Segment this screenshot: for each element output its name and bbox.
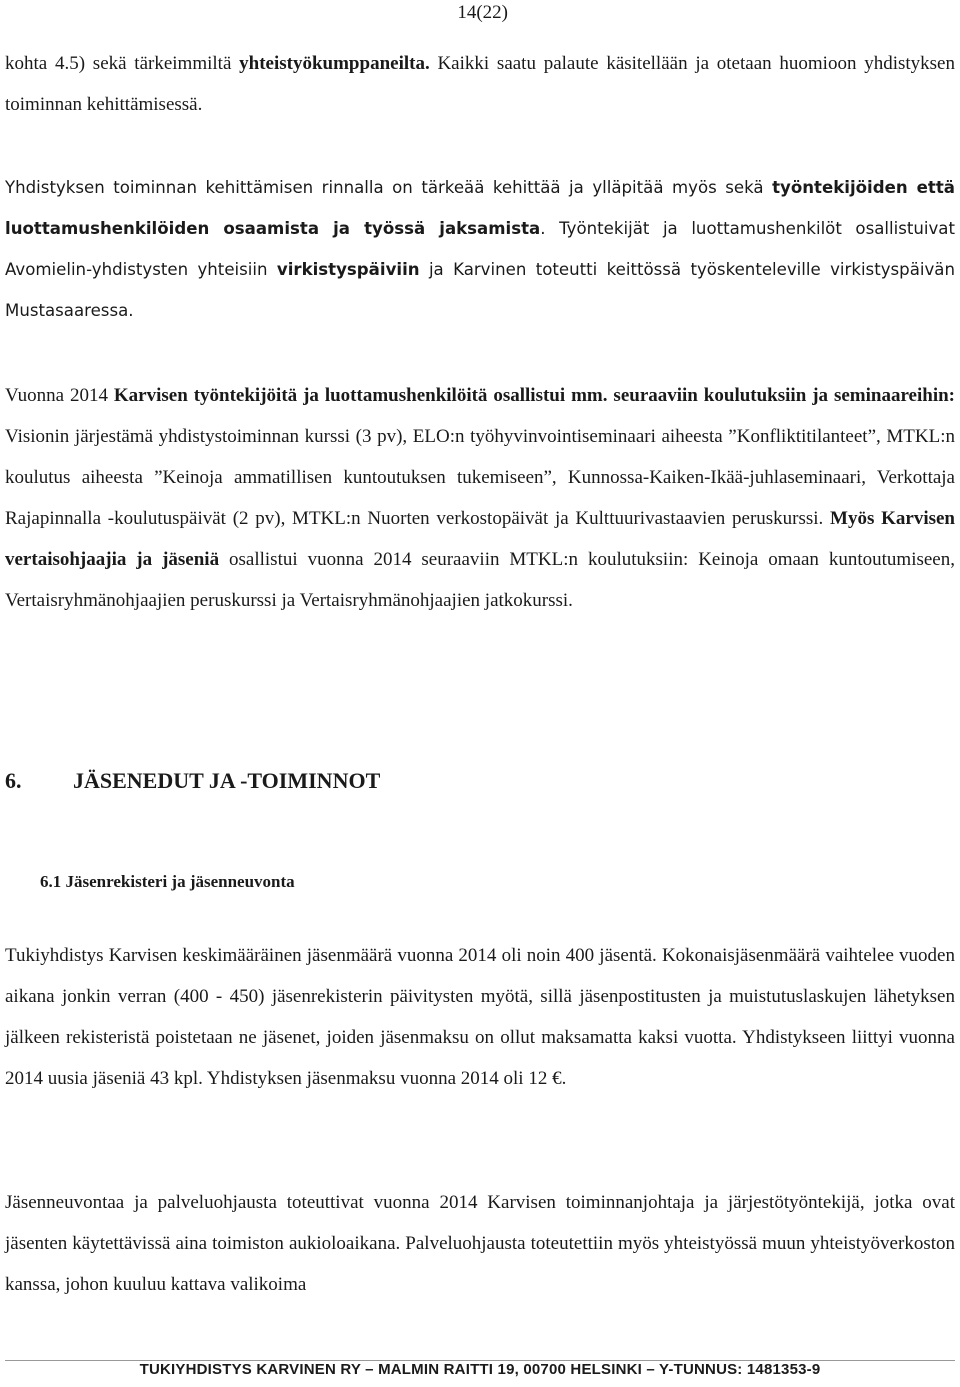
paragraph-counselling: Jäsenneuvontaa ja palveluohjausta toteuttivat vuonna 2014 Karvisen toiminnanjohtaja ja järjestötyöntekijä, jotka ovat jäsenten käytettävissä aina toimiston aukioloaikana. Palveluohjausta toteutettiin myös yhteistyössä muun yhteistyöverkoston kanssa, johon kuuluu kattava valikoima <box>5 1192 955 1295</box>
subsection-heading: 6.1 Jäsenrekisteri ja jäsenneuvonta <box>40 872 295 891</box>
text-span: osallistui vuonna 2014 seuraaviin MTKL:n koulutuksiin: Keinoja omaan kuntoutumiseen, Vertaisryhmänohjaajien peruskurssi ja Vertaisryhmänohjaajien jatkokurssi. <box>5 549 955 611</box>
page-number: 14(22) <box>457 2 508 23</box>
paragraph-membership: Tukiyhdistys Karvisen keskimääräinen jäsenmäärä vuonna 2014 oli noin 400 jäsentä. Kokonaisjäsenmäärä vaihtelee vuoden aikana jonkin verran (400 - 450) jäsenrekisterin päivitysten myötä, sillä jäsenpostitusten ja muistutuslaskujen lähetyksen jälkeen rekisteristä poistetaan ne jäsenet, joiden jäsenmaksu on ollut maksamatta kaksi vuotta. Yhdistykseen liittyi vuonna 2014 uusia jäseniä 43 kpl. Yhdistyksen jäsenmaksu vuonna 2014 oli 12 €. <box>5 945 955 1089</box>
paragraph-feedback <box>5 43 955 125</box>
section-title: JÄSENEDUT JA -TOIMINNOT <box>73 768 381 793</box>
section-number: 6. <box>5 768 22 793</box>
section-heading <box>5 768 380 794</box>
text-span: . Työntekijät ja luottamushenkilöt osallistuivat Avomielin-yhdistysten yhteisiin <box>5 219 955 279</box>
paragraph-staff-wellbeing <box>5 167 955 331</box>
bold-span: yhteistyökumppaneilta. <box>239 53 430 74</box>
page-footer: TUKIYHDISTYS KARVINEN RY – MALMIN RAITTI 19, 00700 HELSINKI – Y-TUNNUS: 1481353-9 <box>139 1361 821 1378</box>
text-span: Visionin järjestämä yhdistystoiminnan kurssi (3 pv), ELO:n työhyvinvointiseminaari aiheesta ”Konfliktitilanteet”, MTKL:n koulutus aiheesta ”Keinoja ammatillisen kuntoutuksen tukemiseen”, Kunnossa-Kaiken-Ikää-juhlaseminaari, Verkottaja Rajapinnalla -koulutuspäivät (2 pv), MTKL:n Nuorten verkostopäivät ja Kulttuurivastaavien peruskurssi. <box>5 426 955 529</box>
bold-span: virkistyspäiviin <box>276 260 420 279</box>
bold-span: Myös Karvisen vertaisohjaajia ja jäseniä <box>5 508 955 570</box>
paragraph-training <box>5 375 955 621</box>
text-span: Kaikki saatu palaute käsitellään ja otetaan huomioon yhdistyksen toiminnan kehittämisessä. <box>5 53 955 115</box>
text-span: Vuonna 2014 <box>5 385 114 406</box>
text-span: kohta 4.5) sekä tärkeimmiltä <box>5 53 240 74</box>
text-span: ja Karvinen toteutti keittössä työskenteleville virkistyspäivän Mustasaaressa. <box>5 260 955 320</box>
text-span: Yhdistyksen toiminnan kehittämisen rinnalla on tärkeää kehittää ja ylläpitää myös sekä <box>5 178 773 197</box>
bold-span: Karvisen työntekijöitä ja luottamushenkilöitä osallistui mm. seuraaviin koulutuksiin ja seminaareihin: <box>113 385 956 406</box>
bold-span: työntekijöiden että luottamushenkilöiden osaamista ja työssä jaksamista <box>5 178 955 238</box>
